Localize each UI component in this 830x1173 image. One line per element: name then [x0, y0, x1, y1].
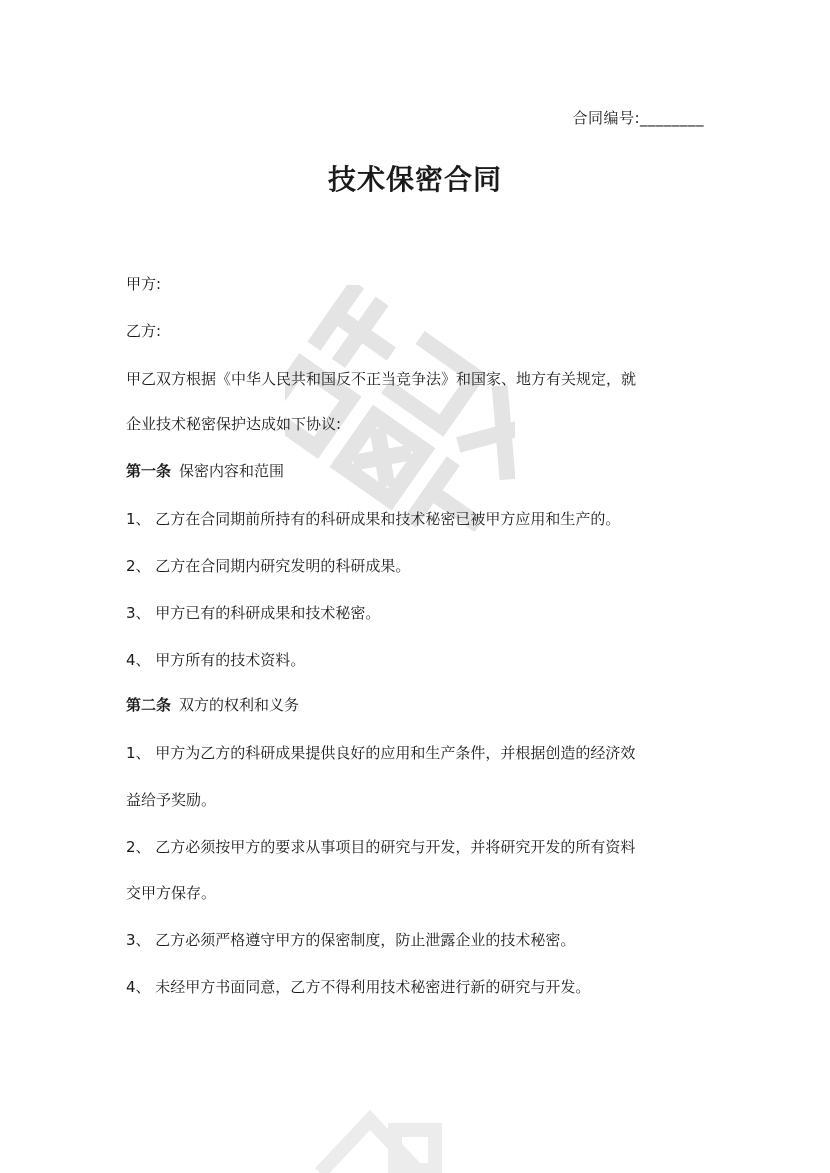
section-2-number: 第二条 [126, 696, 172, 714]
page-title: 技术保密合同 [327, 163, 502, 196]
section-2-item-1-line-1: 1、 甲方为乙方的科研成果提供良好的应用和生产条件，并根据创造的经济效 [126, 744, 636, 762]
contract-number-label: 合同编号:________ [572, 109, 704, 127]
section-1-heading [126, 460, 706, 482]
section-1-item-4: 4、 甲方所有的技术资料。 [126, 651, 306, 669]
section-1-number: 第一条 [126, 462, 172, 480]
section-2-item-3: 3、 乙方必须严格遵守甲方的保密制度，防止泄露企业的技术秘密。 [126, 931, 576, 949]
section-1-item-2: 2、 乙方在合同期内研究发明的科研成果。 [126, 557, 411, 575]
section-1-item-3: 3、 甲方已有的科研成果和技术秘密。 [126, 604, 381, 622]
party-b-label: 乙方: [126, 322, 162, 340]
section-1-item-1: 1、 乙方在合同期前所持有的科研成果和技术秘密已被甲方应用和生产的。 [126, 510, 621, 528]
intro-line-1: 甲乙双方根据《中华人民共和国反不正当竞争法》和国家、地方有关规定，就 [126, 370, 637, 388]
party-a-label: 甲方: [126, 275, 162, 293]
section-2-item-2-line-1: 2、 乙方必须按甲方的要求从事项目的研究与开发，并将研究开发的所有资料 [126, 838, 636, 856]
watermark-logo-icon-bottom [300, 1110, 460, 1173]
section-2-item-1-line-2: 益给予奖励。 [126, 791, 217, 809]
section-2-item-4: 4、 未经甲方书面同意，乙方不得利用技术秘密进行新的研究与开发。 [126, 978, 591, 996]
section-2-heading [126, 694, 706, 716]
section-1-title: 保密内容和范围 [179, 462, 285, 480]
intro-line-2: 企业技术秘密保护达成如下协议: [126, 415, 342, 433]
section-2-item-2-line-2: 交甲方保存。 [126, 884, 217, 902]
section-2-title: 双方的权利和义务 [179, 696, 300, 714]
